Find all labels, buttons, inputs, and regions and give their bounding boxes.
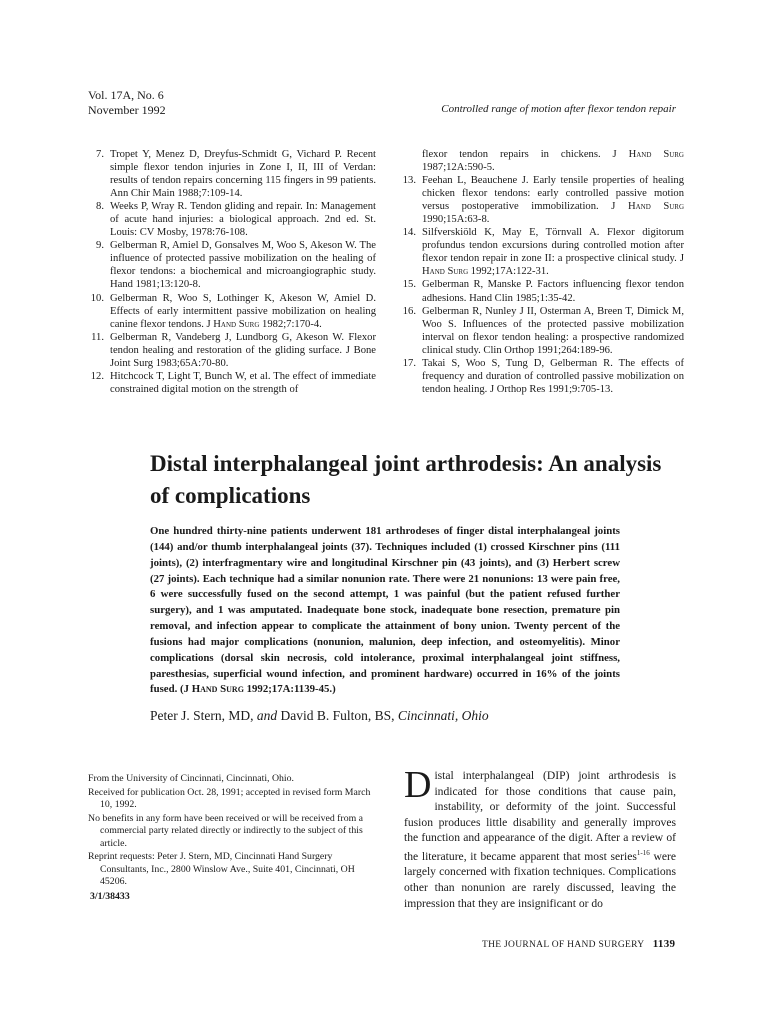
reference-number: 17. (402, 357, 416, 369)
reference-number: 14. (402, 227, 416, 239)
author-conjunction: and (256, 708, 278, 723)
reference-text: Feehan L, Beauchene J. Early tensile properties of healing chicken flexor tendons: early controlled passive motion versus postoperative immobilization. J Hand Surg 1990;15A:63-8. (422, 175, 684, 226)
article-title: Distal interphalangeal joint arthrodesis: An analysis of complications (150, 451, 662, 508)
footnotes (88, 773, 380, 904)
reference-item (400, 148, 684, 174)
reprint-note: Reprint requests: Peter J. Stern, MD, Cincinnati Hand Surgery Consultants, Inc., 2800 Winslow Ave., Suite 401, Cincinnati, OH 45206. (88, 851, 355, 887)
author-location: Cincinnati, Ohio (397, 708, 489, 723)
reference-number: 9. (96, 240, 104, 252)
reference-item (88, 292, 376, 331)
reference-text: Tropet Y, Menez D, Dreyfus-Schmidt G, Vichard P. Recent simple flexor tendon injuries in Zone I, II, III of Verdan: results of tendon repairs concerning 115 fingers in 99 patients. Ann Chir Main 1988;7:109-14. (110, 149, 376, 200)
article-code: 3/1/38433 (90, 890, 130, 902)
running-title: Controlled range of motion after flexor tendon repair (441, 103, 676, 115)
reference-text: Hitchcock T, Light T, Bunch W, et al. The effect of immediate constrained digital motion on the strength of (110, 370, 376, 395)
disclosure-note: No benefits in any form have been received or will be received from a commercial party related directly or indirectly to the subject of this article. (88, 812, 364, 849)
author-line (150, 708, 489, 724)
author-stern: Peter J. Stern, MD, (150, 708, 254, 723)
reference-text: Gelberman R, Amiel D, Gonsalves M, Woo S, Akeson W. The influence of protected passive mobilization on the healing of flexor tendons: a biochemical and microangiographic study. Hand 1981;13:120-8. (110, 240, 376, 291)
reference-text: Takai S, Woo S, Tung D, Gelberman R. The effects of frequency and duration of controlled passive mobilization on tendon healing. J Orthop Res 1991;9:705-13. (422, 357, 684, 395)
affiliation-note: From the University of Cincinnati, Cincinnati, Ohio. (88, 773, 294, 784)
reference-text: Gelberman R, Vandeberg J, Lundborg G, Akeson W. Flexor tendon healing and restoration of the gliding surface. J Bone Joint Surg 1983;65A:70-80. (110, 331, 376, 369)
reference-item (400, 305, 684, 357)
reference-number: 7. (96, 149, 104, 160)
page-footer (482, 938, 675, 950)
reference-number (400, 148, 422, 174)
citation-superscript: 1-16 (636, 848, 650, 857)
body-paragraph: Distal interphalangeal (DIP) joint arthrodesis is indicated for those conditions that cause pain, instability, or deformity of the joint. Successful fusion produces little disability and generally improves the function and appearance of the digit. After a review of the literature, it became apparent that most series$^{1-16}$ were largely concerned with fixation techniques. Complications other than nonunion are rarely discussed, leaving the impression that they are insignificant or do (404, 764, 676, 910)
reference-item (400, 278, 684, 304)
reference-text: Gelberman R, Manske P. Factors influencing flexor tendon adhesions. Hand Clin 1985;1:35-42. (422, 279, 684, 304)
issue-info (88, 88, 166, 118)
reference-text: flexor tendon repairs in chickens. J Hand Surg 1987;12A:590-5. (422, 149, 684, 174)
author-fulton: David B. Fulton, BS, (280, 708, 395, 723)
issue-date: November 1992 (88, 103, 166, 117)
reference-item (88, 331, 376, 370)
reference-item (400, 357, 684, 396)
volume-label: Vol. 17A, No. 6 (88, 88, 164, 102)
reference-number: 10. (90, 292, 104, 304)
drop-cap: D (404, 764, 432, 806)
reference-item (88, 239, 376, 291)
journal-name: THE JOURNAL OF HAND SURGERY (482, 940, 645, 950)
reference-item (400, 226, 684, 278)
references-left-column (88, 148, 376, 396)
reference-number: 16. (402, 305, 416, 317)
reference-number: 13. (402, 175, 416, 187)
page-number: 1139 (652, 938, 676, 950)
reference-number: 8. (96, 201, 104, 213)
reference-item (88, 148, 376, 200)
reference-number: 11. (91, 331, 104, 343)
received-note: Received for publication Oct. 28, 1991; accepted in revised form March 10, 1992. (88, 786, 371, 810)
reference-item (88, 200, 376, 239)
reference-number: 12. (90, 370, 104, 382)
references-right-column (400, 148, 684, 396)
abstract: One hundred thirty-nine patients underwent 181 arthrodeses of finger distal interphalangeal joints (144) and/or thumb interphalangeal joints (37). Techniques included (1) crossed Kirschner pins (111 joints), (2) interfragmentary wire and longitudinal Kirschner pin (43 joints), and (3) Herbert screw (27 joints). Each technique had a similar nonunion rate. There were 21 nonunions: 13 were pain free, 6 were successfully fused on the second attempt, 1 was painful (but the patient refused further surgery), and 1 was amputated. Inadequate bone stock, inadequate bone resection, premature pin removal, and infection appear to complicate the attainment of bony union. Twenty percent of the fusions had major complications (nonunion, malunion, deep infection, and osteomyelitis). Minor complications (dorsal skin necrosis, cold intolerance, proximal interphalangeal joint stiffness, paresthesias, superficial wound infection, and prominent hardware) occurred in 16% of the joints fused. (J Hand Surg 1992;17A:1139-45.) (150, 525, 620, 696)
reference-text: Gelberman R, Nunley J II, Osterman A, Breen T, Dimick M, Woo S. Influences of the protected passive mobilization interval on flexor tendon healing: a prospective randomized clinical study. Clin Orthop 1991;264:189-96. (422, 305, 684, 356)
reference-text: Weeks P, Wray R. Tendon gliding and repair. In: Management of acute hand injuries: a biological approach. 2nd ed. St. Louis: CV Mosby, 1978:76-108. (110, 201, 376, 239)
reference-text: Gelberman R, Woo S, Lothinger K, Akeson W, Amiel D. Effects of early intermittent passive mobilization on healing canine flexor tendons. J Hand Surg 1982;7:170-4. (110, 292, 376, 330)
reference-number: 15. (402, 279, 416, 291)
reference-text: Silfverskiöld K, May E, Törnvall A. Flexor digitorum profundus tendon excursions during controlled motion after flexor tendon repair in zone II: a prospective clinical study. J Hand Surg 1992;17A:122-31. (422, 227, 684, 278)
reference-item (88, 370, 376, 396)
reference-item (400, 174, 684, 226)
